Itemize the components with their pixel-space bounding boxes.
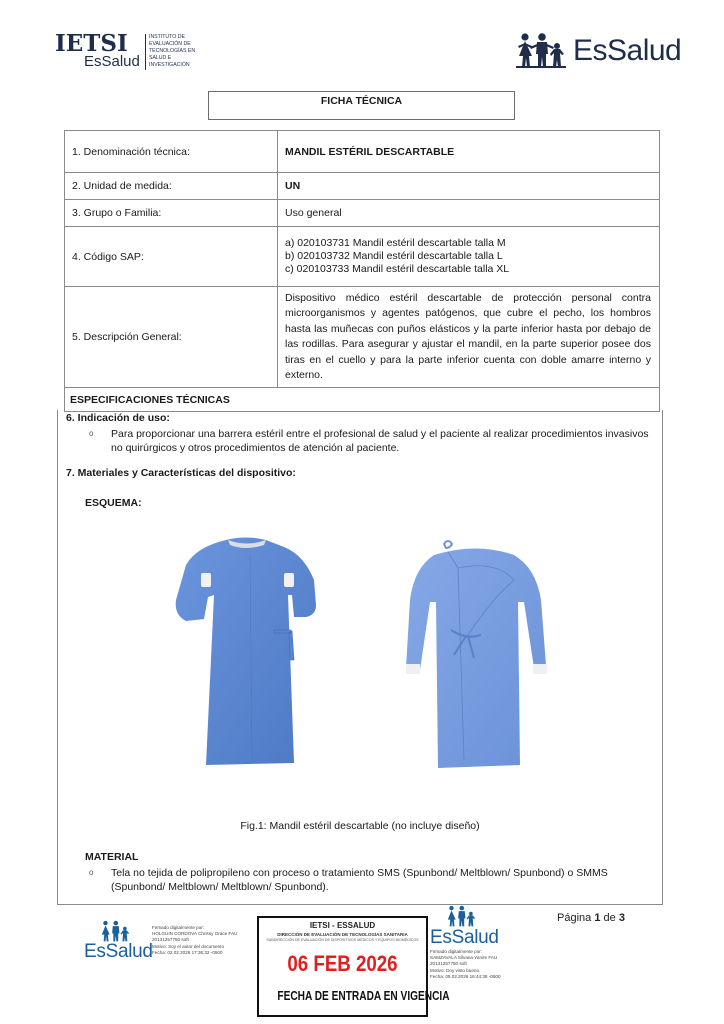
signature-line: Firmado digitalmente por: xyxy=(430,949,483,954)
general-description: Dispositivo médico estéril descartable de protección personal contra microorganismos y agentes patógenos, que cubre el pecho, los hombros hasta las muñecas con puños elásticos y la parte inferior hasta por debajo de las rodillas. Para asegurar y ajustar el mandil, en la parte superior posee dos tiras en el cuello y para la parte inferior cuenta con doble amarre interno y externo. xyxy=(278,287,660,388)
material-text: Tela no tejida de polipropileno con proceso o tratamiento SMS (Spunbond/ Meltblown/ Spunbond) o SMMS (Spunbond/ Meltblown/ Meltblown/ Spunbond). xyxy=(111,867,608,893)
row-label: 4. Código SAP: xyxy=(65,227,278,287)
document-title: FICHA TÉCNICA xyxy=(320,95,403,107)
page-total: 3 xyxy=(618,912,625,924)
table-row xyxy=(65,200,660,227)
essalud-wordmark: EsSalud xyxy=(573,34,682,67)
ietsi-logo-description xyxy=(149,34,209,69)
figure-caption: Fig.1: Mandil estéril descartable (no incluye diseño) xyxy=(240,820,480,832)
signature-line: Fecha: 02.02.2026 17:36:32 -0500 xyxy=(152,949,223,955)
table-row xyxy=(65,131,660,173)
ietsi-desc-line: SALUD E xyxy=(149,55,172,61)
ietsi-logo-divider xyxy=(145,34,146,70)
ietsi-desc-line: EVALUACIÓN DE xyxy=(149,41,191,47)
stamp-date: 06 FEB 2026 xyxy=(287,951,398,976)
ietsi-desc-line: INVESTIGACIÓN xyxy=(149,62,190,68)
sap-code-item: a) 020103731 Mandil estéril descartable talla M xyxy=(285,237,506,249)
signature-line: SAMZAVALA Silvana Yanire FAU xyxy=(430,955,498,961)
digital-signature-right xyxy=(430,905,550,990)
signature-line: HOLGUIN CORDOVA Chrissy Grace FAU xyxy=(152,931,238,937)
bullet-icon: o xyxy=(89,429,94,438)
signature-details xyxy=(430,949,540,980)
table-row xyxy=(65,388,660,412)
material-bullet xyxy=(89,866,654,894)
family-figures-icon xyxy=(516,32,572,68)
row-label: 2. Unidad de medida: xyxy=(65,173,278,200)
sap-code-item: b) 020103732 Mandil estéril descartable talla L xyxy=(285,250,503,262)
page-number xyxy=(557,912,625,924)
signature-details xyxy=(152,925,262,956)
gown-front-image xyxy=(166,535,326,775)
signature-line: Firmado digitalmente por: xyxy=(152,925,205,930)
signature-line: Motivo: Soy el autor del documento xyxy=(152,943,225,949)
page-label: Página xyxy=(557,912,592,924)
ietsi-desc-line: INSTITUTO DE xyxy=(149,34,185,40)
ietsi-desc-line: TECNOLOGÍAS EN xyxy=(149,48,196,54)
technical-sheet-table xyxy=(64,130,660,412)
row-label: 3. Grupo o Familia: xyxy=(65,200,278,227)
gown-back-image xyxy=(396,540,556,775)
specs-header: ESPECIFICACIONES TÉCNICAS xyxy=(65,388,660,412)
stamp-title: IETSI - ESSALUD xyxy=(309,921,376,930)
material-heading: MATERIAL xyxy=(85,851,139,863)
digital-signature-left xyxy=(84,920,259,970)
row-label: 1. Denominación técnica: xyxy=(65,131,278,173)
family-figures-icon xyxy=(100,920,134,942)
row-value: MANDIL ESTÉRIL DESCARTABLE xyxy=(278,131,660,173)
signature-line: 20131257750 soft xyxy=(430,961,467,967)
signature-line: Motivo: Doy visto bueno. xyxy=(430,967,481,973)
indication-bullet xyxy=(89,427,654,455)
sap-code-item: c) 020103733 Mandil estéril descartable talla XL xyxy=(285,263,510,275)
specifications-section xyxy=(57,410,663,905)
row-value: UN xyxy=(278,173,660,200)
family-figures-icon xyxy=(446,905,480,927)
ietsi-logo xyxy=(55,32,205,72)
table-row xyxy=(65,173,660,200)
sap-code-list xyxy=(278,227,660,287)
indication-heading: 6. Indicación de uso: xyxy=(66,412,170,424)
stamp-subtitle: DIRECCIÓN DE EVALUACIÓN DE TECNOLOGÍAS SANITARIA xyxy=(277,932,408,937)
materials-heading: 7. Materiales y Características del dispositivo: xyxy=(66,467,296,479)
indication-text: Para proporcionar una barrera estéril entre el profesional de salud y el paciente al realizar procedimientos invasivos no quirúrgicos y otros procedimientos de atención al paciente. xyxy=(111,428,649,454)
document-title-box xyxy=(208,91,515,120)
signature-line: Fecha: 05.02.2026 16:44:38 -0500 xyxy=(430,973,501,979)
stamp-subtitle-secondary: SUBDIRECCIÓN DE EVALUACIÓN DE DISPOSITIVOS MÉDICOS Y EQUIPOS BIOMÉDICOS xyxy=(266,938,419,942)
signature-logo-word: EsSalud xyxy=(430,927,499,948)
signature-line: 20131257750 soft xyxy=(152,937,189,943)
signature-logo-word: EsSalud xyxy=(84,941,153,962)
esquema-label: ESQUEMA: xyxy=(85,497,142,509)
stamp-footer: FECHA DE ENTRADA EN VIGENCIA xyxy=(277,988,450,1003)
table-row xyxy=(65,287,660,388)
essalud-logo xyxy=(516,30,682,70)
bullet-icon: o xyxy=(89,868,94,877)
row-value: Uso general xyxy=(278,200,660,227)
row-label: 5. Descripción General: xyxy=(65,287,278,388)
page-current: 1 xyxy=(594,912,601,924)
ietsi-logo-main: IETSI xyxy=(55,30,128,57)
page-of: de xyxy=(603,912,616,924)
table-row xyxy=(65,227,660,287)
ietsi-logo-sub: EsSalud xyxy=(84,53,140,70)
